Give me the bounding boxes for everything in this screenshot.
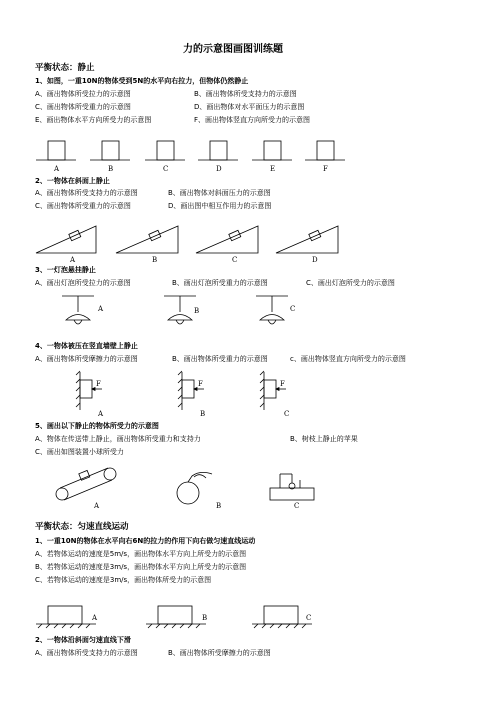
q2-label-d: D: [312, 256, 318, 264]
q4-figure-c: [260, 371, 286, 410]
q5-label-a: A: [94, 502, 100, 510]
q2-option-d: D、画出图中相互作用力的示意图: [168, 202, 272, 210]
q1-figure-d: [198, 141, 238, 160]
q1-label-b: B: [108, 165, 114, 173]
q3-option-a: A、画出灯泡所受拉力的示意图: [35, 279, 131, 287]
q2-label-c: C: [232, 256, 238, 264]
q5-figure-conveyor: [56, 468, 116, 500]
q2-option-c: C、画出物体所受重力的示意图: [35, 202, 131, 210]
q2-label-a: A: [70, 256, 76, 264]
q3-figure-a: [62, 296, 94, 324]
q5-option-b: B、树枝上静止的苹果: [290, 435, 358, 443]
s2-figure-a: [36, 606, 96, 628]
q5-stem: 5、画出以下静止的物体所受力的示意图: [35, 422, 159, 430]
q3-label-c: C: [290, 305, 296, 313]
s2-label-b: B: [202, 614, 208, 622]
q4-stem: 4、一物体被压在竖直墙壁上静止: [35, 342, 138, 350]
q1-stem: 1、如图，一重10N的物体受到5N的水平向右拉力，但物体仍然静止: [35, 77, 249, 85]
q2-figure-b: [116, 226, 178, 253]
q1-label-f: F: [323, 165, 328, 173]
s2-q2-option-a: A、画出物体所受支持力的示意图: [35, 649, 138, 657]
q3-label-b: B: [194, 307, 200, 315]
q2-option-b: B、画出物体对斜面压力的示意图: [168, 189, 271, 197]
q4-figure-b: [178, 371, 204, 410]
s2-q1-option-c: C、若物体运动的速度是3m/s，画出物体所受力的示意图: [35, 576, 212, 584]
q1-figure-a: [36, 141, 76, 160]
q3-figure-c: [256, 296, 288, 324]
q2-figure-a: [36, 226, 96, 253]
q4-label-b: B: [200, 410, 206, 418]
q3-label-a: A: [98, 305, 104, 313]
q1-option-c: C、画出物体所受重力的示意图: [35, 103, 131, 111]
q1-figure-b: [90, 141, 130, 160]
q1-label-c: C: [163, 165, 169, 173]
q4-option-a: A、画出物体所受摩擦力的示意图: [35, 355, 138, 363]
q2-option-a: A、画出物体所受支持力的示意图: [35, 189, 138, 197]
q1-figure-e: [252, 141, 292, 160]
q1-label-a: A: [54, 165, 60, 173]
s2-figure-b: [146, 606, 206, 628]
section-heading-static: 平衡状态：静止: [35, 63, 95, 73]
q3-stem: 3、一灯泡悬挂静止: [35, 266, 96, 274]
q1-label-d: D: [216, 165, 222, 173]
s2-q1-option-a: A、若物体运动的速度是5m/s，画出物体水平方向上所受力的示意图: [35, 550, 247, 558]
q4-force-label-a: F: [96, 380, 101, 388]
q1-option-f: F、画出物体竖直方向所受力的示意图: [194, 116, 311, 124]
q4-option-c: c、画出物体竖直方向所受力的示意图: [290, 355, 406, 363]
q4-force-label-c: F: [280, 380, 285, 388]
q5-figure-ball-stand: [270, 474, 314, 500]
q1-figure-f: [305, 141, 345, 160]
s2-q1-stem: 1、一重10N的物体在水平向右6N的拉力的作用下向右做匀速直线运动: [35, 537, 256, 545]
s2-q2-option-b: B、画出物体所受摩擦力的示意图: [168, 649, 271, 657]
q1-option-b: B、画出物体所受支持力的示意图: [194, 90, 297, 98]
section-heading-uniform: 平衡状态：匀速直线运动: [35, 522, 129, 532]
s2-q1-option-b: B、若物体运动的速度是3m/s，画出物体水平方向上所受力的示意图: [35, 563, 247, 571]
s2-figure-c: [252, 606, 312, 628]
q3-figure-b: [164, 296, 196, 324]
q4-figure-a: [76, 371, 102, 410]
q3-option-c: C、画出灯泡所受力的示意图: [306, 279, 395, 287]
q5-option-c: C、画出如图装置小球所受力: [35, 448, 124, 456]
q5-label-c: C: [294, 502, 300, 510]
q4-label-a: A: [98, 410, 104, 418]
q1-label-e: E: [270, 165, 276, 173]
q1-option-e: E、画出物体水平方向所受力的示意图: [35, 116, 152, 124]
q4-option-b: B、画出物体所受重力的示意图: [172, 355, 268, 363]
q2-label-b: B: [152, 256, 158, 264]
q5-option-a: A、物体在传送带上静止，画出物体所受重力和支持力: [35, 435, 201, 443]
q2-stem: 2、一物体在斜面上静止: [35, 177, 110, 185]
q1-option-d: D、画出物体对水平面压力的示意图: [194, 103, 305, 111]
q3-option-b: B、画出灯泡所受重力的示意图: [172, 279, 268, 287]
s2-label-c: C: [306, 614, 312, 622]
q4-label-c: C: [284, 410, 290, 418]
q4-force-label-b: F: [198, 380, 203, 388]
q5-figure-apple: [177, 472, 212, 504]
page-title: 力的示意图画图训练题: [183, 44, 283, 55]
q2-figure-d: [276, 226, 338, 253]
q1-option-a: A、画出物体所受拉力的示意图: [35, 90, 131, 98]
s2-q2-stem: 2、一物体沿斜面匀速直线下滑: [35, 636, 131, 644]
q2-figure-c: [196, 226, 258, 253]
s2-label-a: A: [92, 614, 98, 622]
q5-label-b: B: [216, 502, 222, 510]
q1-figure-c: [145, 141, 185, 160]
